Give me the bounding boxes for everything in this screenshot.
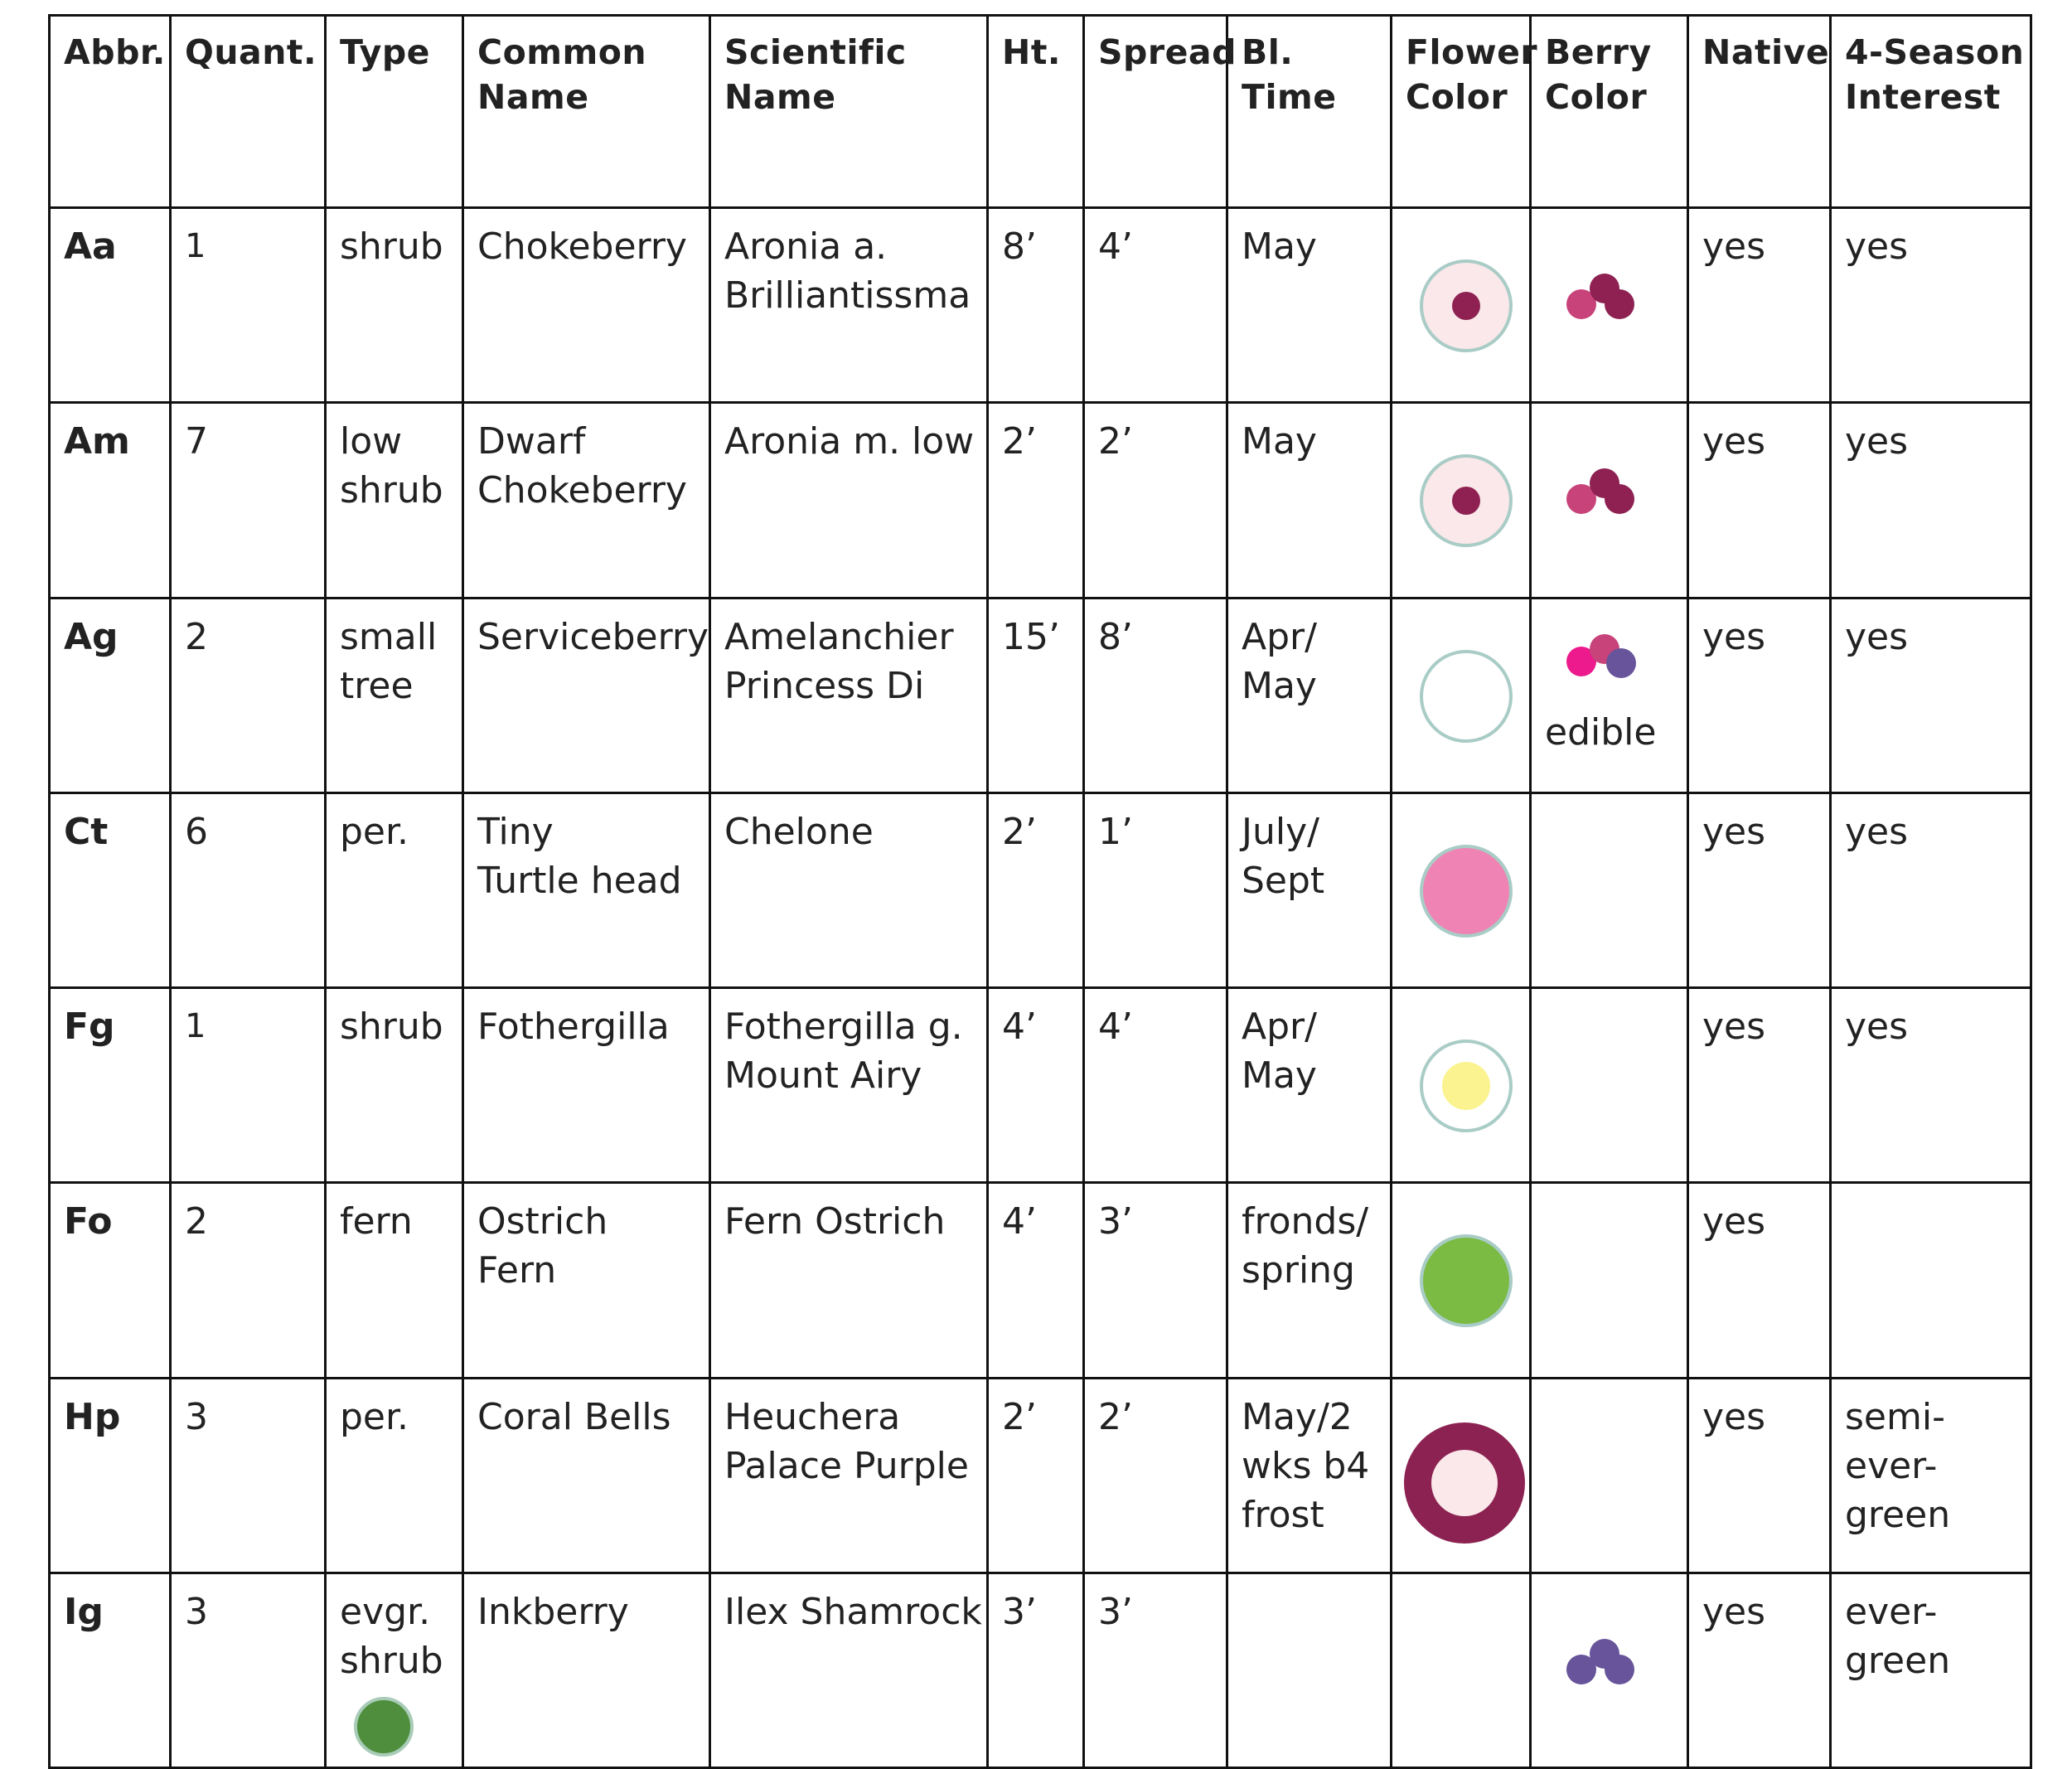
- cell-quantity: 7: [171, 403, 326, 598]
- cell-type: low shrub: [326, 403, 463, 598]
- cell-height: 2’: [988, 403, 1084, 598]
- cell-scientific-name: Fern Ostrich: [710, 1183, 988, 1378]
- header-type: Type: [326, 16, 463, 208]
- cell-spread: 4’: [1084, 988, 1227, 1183]
- purple-berries-icon: [1561, 1632, 1644, 1682]
- cell-common-name: Serviceberry: [463, 598, 710, 792]
- cell-height: 15’: [988, 598, 1084, 792]
- cell-type: per.: [326, 1378, 463, 1573]
- header-abbr: Abbr.: [50, 16, 171, 208]
- cell-native: yes: [1688, 403, 1831, 598]
- cell-scientific-name: Ilex Shamrock: [710, 1573, 988, 1767]
- cell-common-name: Chokeberry: [463, 208, 710, 403]
- cell-height: 4’: [988, 988, 1084, 1183]
- cell-spread: 4’: [1084, 208, 1227, 403]
- cell-four-season: [1831, 1183, 2031, 1378]
- white-flower-icon: [1419, 649, 1514, 744]
- header-scientific-name: Scientific Name: [710, 16, 988, 208]
- cell-berry-color: [1531, 403, 1688, 598]
- cell-flower-color: [1392, 1183, 1531, 1378]
- cell-four-season: semi- ever- green: [1831, 1378, 2031, 1573]
- cell-berry-color: [1531, 988, 1688, 1183]
- cell-flower-color: [1392, 988, 1531, 1183]
- cell-scientific-name: Amelanchier Princess Di: [710, 598, 988, 792]
- cell-common-name: Tiny Turtle head: [463, 792, 710, 987]
- cell-scientific-name: Chelone: [710, 792, 988, 987]
- red-berries-icon: [1561, 267, 1644, 317]
- cell-common-name: Dwarf Chokeberry: [463, 403, 710, 598]
- cell-native: yes: [1688, 1183, 1831, 1378]
- cell-berry-color: [1531, 598, 1688, 792]
- cell-flower-color: [1392, 403, 1531, 598]
- cell-scientific-name: Heuchera Palace Purple: [710, 1378, 988, 1573]
- cell-bloom-time: May: [1227, 403, 1392, 598]
- mixed-berries-icon: [1561, 624, 1644, 674]
- cell-abbr: Ct: [50, 792, 171, 987]
- table-row: [50, 1183, 2031, 1378]
- header-berry-color: Berry Color: [1531, 16, 1688, 208]
- cell-flower-color: [1392, 1573, 1531, 1767]
- cell-abbr: Ag: [50, 598, 171, 792]
- cell-bloom-time: [1227, 1573, 1392, 1767]
- cell-flower-color: [1392, 792, 1531, 987]
- pale-pink-flower-icon: [1419, 259, 1514, 354]
- table-row: [50, 208, 2031, 403]
- cell-abbr: Am: [50, 403, 171, 598]
- cell-type: per.: [326, 792, 463, 987]
- evergreen-leaf-icon: [354, 1697, 414, 1757]
- header-four-season-interest: 4-Season Interest: [1831, 16, 2031, 208]
- cell-quantity: 2: [171, 1183, 326, 1378]
- plant-table: [48, 14, 2032, 1769]
- cell-abbr: Ig: [50, 1573, 171, 1767]
- cell-spread: 3’: [1084, 1573, 1227, 1767]
- table-row: [50, 1378, 2031, 1573]
- cell-type: small tree: [326, 598, 463, 792]
- cell-four-season: yes: [1831, 598, 2031, 792]
- cell-four-season: yes: [1831, 988, 2031, 1183]
- cell-height: 8’: [988, 208, 1084, 403]
- berry-note: edible: [1545, 710, 1657, 754]
- cell-spread: 1’: [1084, 792, 1227, 987]
- cell-four-season: yes: [1831, 403, 2031, 598]
- red-berries-icon: [1561, 462, 1644, 511]
- cell-berry-color: [1531, 208, 1688, 403]
- cell-berry-color: [1531, 1378, 1688, 1573]
- pale-pink-flower-icon: [1419, 453, 1514, 549]
- cell-flower-color: [1392, 598, 1531, 792]
- cell-native: yes: [1688, 1378, 1831, 1573]
- cell-berry-color: [1531, 1183, 1688, 1378]
- table-row: [50, 403, 2031, 598]
- cell-four-season: yes: [1831, 208, 2031, 403]
- cell-quantity: 1: [171, 988, 326, 1183]
- cell-scientific-name: Aronia a. Brilliantissma: [710, 208, 988, 403]
- header-flower-color: Flower Color: [1392, 16, 1531, 208]
- cell-height: 2’: [988, 1378, 1084, 1573]
- cell-abbr: Fg: [50, 988, 171, 1183]
- purple-ring-flower-icon: [1402, 1421, 1527, 1545]
- cell-native: yes: [1688, 988, 1831, 1183]
- cell-abbr: Aa: [50, 208, 171, 403]
- cell-spread: 2’: [1084, 403, 1227, 598]
- cell-berry-color: [1531, 792, 1688, 987]
- cell-type: fern: [326, 1183, 463, 1378]
- cell-quantity: 2: [171, 598, 326, 792]
- cell-bloom-time: fronds/ spring: [1227, 1183, 1392, 1378]
- cell-common-name: Fothergilla: [463, 988, 710, 1183]
- cell-height: 3’: [988, 1573, 1084, 1767]
- table-row: [50, 598, 2031, 792]
- cell-four-season: ever- green: [1831, 1573, 2031, 1767]
- cell-flower-color: [1392, 1378, 1531, 1573]
- cell-common-name: Inkberry: [463, 1573, 710, 1767]
- cell-bloom-time: May/2 wks b4 frost: [1227, 1378, 1392, 1573]
- cell-quantity: 3: [171, 1573, 326, 1767]
- cell-bloom-time: Apr/ May: [1227, 988, 1392, 1183]
- header-spread: Spread: [1084, 16, 1227, 208]
- cell-common-name: Ostrich Fern: [463, 1183, 710, 1378]
- cell-flower-color: [1392, 208, 1531, 403]
- cell-abbr: Fo: [50, 1183, 171, 1378]
- cell-bloom-time: Apr/ May: [1227, 598, 1392, 792]
- cell-scientific-name: Fothergilla g. Mount Airy: [710, 988, 988, 1183]
- cell-quantity: 1: [171, 208, 326, 403]
- header-common-name: Common Name: [463, 16, 710, 208]
- cell-type: shrub: [326, 208, 463, 403]
- cell-native: yes: [1688, 1573, 1831, 1767]
- table-row: [50, 988, 2031, 1183]
- header-height: Ht.: [988, 16, 1084, 208]
- header-bloom-time: Bl. Time: [1227, 16, 1392, 208]
- cell-native: yes: [1688, 208, 1831, 403]
- header-row: [50, 16, 2031, 208]
- cell-height: 2’: [988, 792, 1084, 987]
- cell-spread: 8’: [1084, 598, 1227, 792]
- cell-spread: 2’: [1084, 1378, 1227, 1573]
- cell-abbr: Hp: [50, 1378, 171, 1573]
- cell-common-name: Coral Bells: [463, 1378, 710, 1573]
- header-native: Native: [1688, 16, 1831, 208]
- cell-scientific-name: Aronia m. low: [710, 403, 988, 598]
- cell-bloom-time: May: [1227, 208, 1392, 403]
- cell-quantity: 3: [171, 1378, 326, 1573]
- cell-spread: 3’: [1084, 1183, 1227, 1378]
- cell-height: 4’: [988, 1183, 1084, 1378]
- header-quantity: Quant.: [171, 16, 326, 208]
- cell-quantity: 6: [171, 792, 326, 987]
- cell-type: shrub: [326, 988, 463, 1183]
- white-yellow-flower-icon: [1419, 1039, 1514, 1134]
- cell-bloom-time: July/ Sept: [1227, 792, 1392, 987]
- table-row: [50, 1573, 2031, 1767]
- cell-native: yes: [1688, 792, 1831, 987]
- cell-four-season: yes: [1831, 792, 2031, 987]
- cell-native: yes: [1688, 598, 1831, 792]
- pink-flower-icon: [1419, 844, 1514, 939]
- cell-type: evgr. shrub: [326, 1573, 463, 1767]
- table-row: [50, 792, 2031, 987]
- cell-berry-color: [1531, 1573, 1688, 1767]
- green-foliage-icon: [1419, 1233, 1514, 1329]
